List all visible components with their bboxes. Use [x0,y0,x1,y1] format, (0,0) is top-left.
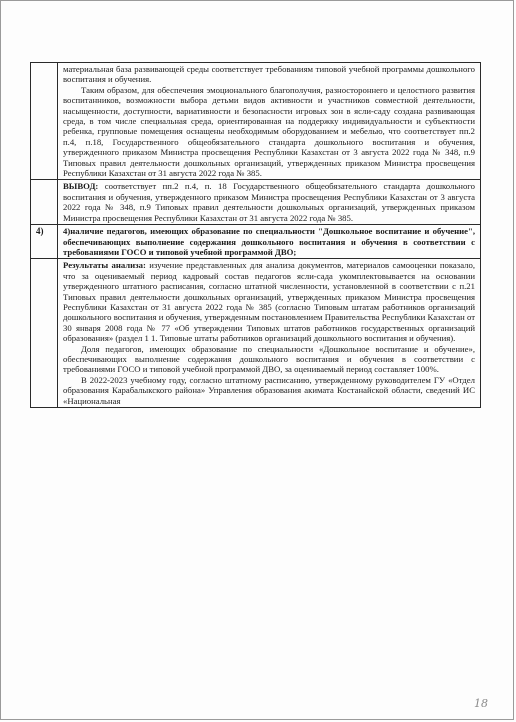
page-number: 18 [474,697,488,710]
conclusion-label: ВЫВОД: [63,181,99,192]
analysis-text: изучение представленных для анализа документов, материалов самооценки показало, что за оцениваемый период кадровый состав педагогов ясли-сада укомплектовывается на основании утвержденного штатного расписания, согласно штатной численности, установленной в соответствии с п.21 Типовых правил деятельности дошкольных организаций, утвержденных приказом Министра просвещения Республики Казахстан от 31 августа 2022 года № 385 (согласно Типовым штатам работников организаций дошкольного воспитания и обучения, утвержденным постановлением Правительства Республики Казахстан от 30 января 2008 года № 77 «Об утверждении Типовых штатов работников государственных организаций образования» (раздел 1 1. Типовые штаты работников организаций дошкольного воспитания и обучения). [63,260,475,344]
evaluation-table [30,62,481,408]
criterion-heading [58,225,481,259]
table-row [31,63,481,180]
analysis-paragraph [63,260,475,343]
row-number [31,180,58,225]
paragraph: В 2022-2023 учебному году, согласно штатному расписанию, утвержденному руководителем ГУ «Отдел образования Карабалыкского района» Управления образования акимата Костанайской области, сведений ИС «Национальная [63,374,475,406]
row-number [31,259,58,408]
criterion-text: 4)наличие педагогов, имеющих образование по специальности "Дошкольное воспитание и обучение", обеспечивающих выполнение содержания дошкольного воспитания и обучения в соответствии с требованиями ГОСО и типовой учебной программой ДВО; [63,226,475,257]
row-content [58,63,481,180]
conclusion-paragraph [63,181,475,223]
conclusion-text: соответствует пп.2 п.4, п. 18 Государственного общеобязательного стандарта дошкольного воспитания и обучения, утвержденного приказом Министра просвещения Республики Казахстан от 3 августа 2022 года № 348, п.9 Типовых правил деятельности дошкольных организаций, утвержденных приказом Министра просвещения Республики Казахстан от 31 августа 2022 года № 385. [63,181,475,223]
table-row [31,180,481,225]
paragraph: Доля педагогов, имеющих образование по специальности «Дошкольное воспитание и обучение», обеспечивающих выполнение содержания дошкольного воспитания и обучения в соответствии с требованиями ГОСО и типовой учебной программой ДВО, за оцениваемый период составляет 100%. [63,343,475,375]
table-row [31,225,481,259]
row-content [58,259,481,408]
row-content [58,180,481,225]
analysis-label: Результаты анализа: [63,260,146,271]
paragraph: Таким образом, для обеспечения эмоционального благополучия, разностороннего и целостного развития воспитанников, возможности выбора детьми видов активности и участников совместной деятельности, насыщенности, доступности, вариативности и безопасности игровых зон в ясли-саду создана развивающая среда, в том числе специальная среда, ориентированная на поддержку индивидуальности и субъектности ребенка, групповые помещения оснащены необходимым оборудованием и мебелью, что соответствует пп.2 п.4, п.18, Государственного общеобязательного стандарта дошкольного воспитания и обучения, утвержденного приказом Министра просвещения Республики Казахстан от 3 августа 2022 года № 348, п.9 Типовых правил деятельности дошкольных организаций, утвержденных приказом Министра просвещения Республики Казахстан от 31 августа 2022 года № 385. [63,84,475,179]
table-row [31,259,481,408]
row-number [31,63,58,180]
row-number: 4) [31,225,58,259]
paragraph: материальная база развивающей среды соответствует требованиям типовой учебной программы дошкольного воспитания и обучения. [63,64,475,85]
